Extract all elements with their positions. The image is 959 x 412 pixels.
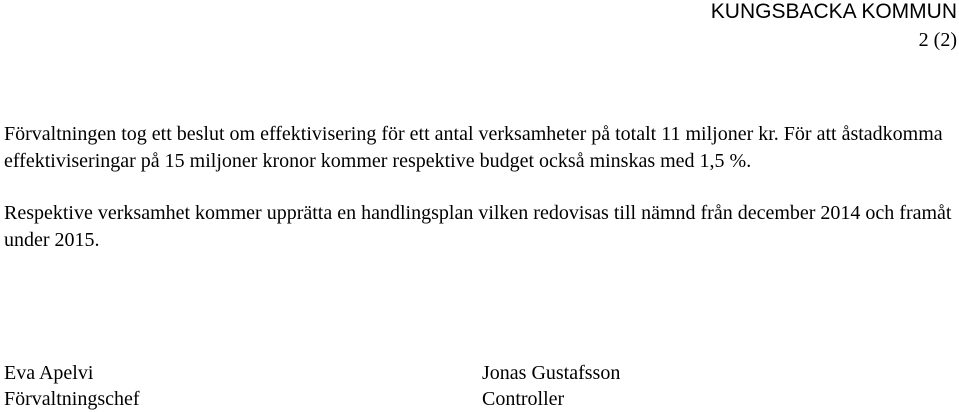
signer-name: Jonas Gustafsson [482, 362, 621, 384]
paragraph-action-plan: Respektive verksamhet kommer upprätta en handlingsplan vilken redovisas till nämnd från december 2014 och framåt under 2015. [4, 202, 952, 251]
document-body [4, 121, 954, 253]
document-header [711, 0, 957, 52]
signer-title: Förvaltningschef [4, 388, 140, 410]
paragraph-efficiency-decision: Förvaltningen tog ett beslut om effektivisering för ett antal verksamheter på totalt 11 miljoner kr. För att åstadkomma effektiviseringar på 15 miljoner kronor kommer respektive budget också minskas med 1,5 %. [4, 123, 943, 172]
page-number: 2 (2) [918, 29, 957, 51]
signer-name: Eva Apelvi [4, 362, 94, 384]
signer-left [4, 360, 140, 412]
organization-name: KUNGSBACKA KOMMUN [710, 0, 957, 23]
signer-right [482, 360, 620, 412]
signer-title: Controller [482, 388, 565, 410]
